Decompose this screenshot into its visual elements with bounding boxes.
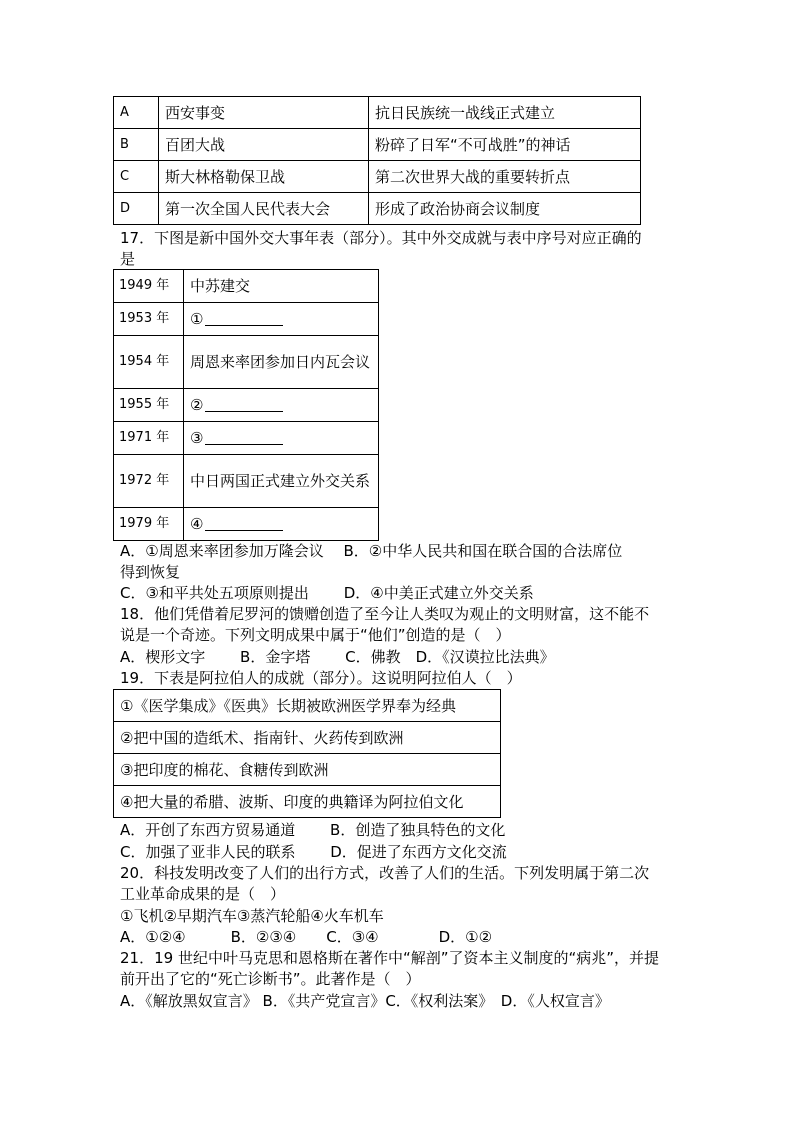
table-row bbox=[114, 690, 501, 722]
answer-blank bbox=[205, 395, 283, 412]
q19-stem: 19．下表是阿拉伯人的成就（部分）。这说明阿拉伯人（ ） bbox=[120, 669, 522, 687]
table-row bbox=[114, 508, 379, 541]
q17-stem-line2: 是 bbox=[120, 250, 136, 268]
achievement-cell: ④把大量的希腊、波斯、印度的典籍译为阿拉伯文化 bbox=[114, 786, 501, 818]
circled-number: ③ bbox=[190, 429, 204, 447]
q20-stem-line2: 工业革命成果的是（ ） bbox=[120, 885, 286, 903]
event-cell: 周恩来率团参加日内瓦会议 bbox=[184, 336, 379, 389]
q20-options: A．①②④ B．②③④ C．③④ D．①② bbox=[120, 928, 493, 946]
event-cell: 百团大战 bbox=[159, 129, 369, 161]
event-cell: 中日两国正式建立外交关系 bbox=[184, 455, 379, 508]
q19-options-line2: C．加强了亚非人民的联系 D．促进了东西方文化交流 bbox=[120, 843, 507, 861]
table-row bbox=[114, 161, 641, 193]
table-row bbox=[114, 786, 501, 818]
table-row bbox=[114, 722, 501, 754]
q17-stem-line1: 17．下图是新中国外交大事年表（部分）。其中外交成就与表中序号对应正确的 bbox=[120, 229, 642, 247]
option-letter: A bbox=[114, 97, 159, 129]
q19-options-line1: A．开创了东西方贸易通道 B．创造了独具特色的文化 bbox=[120, 821, 506, 839]
option-letter: D bbox=[114, 193, 159, 225]
table-row bbox=[114, 455, 379, 508]
answer-blank bbox=[205, 514, 283, 531]
significance-cell: 形成了政治协商会议制度 bbox=[369, 193, 641, 225]
q18-stem-line1: 18．他们凭借着尼罗河的馈赠创造了至今让人类叹为观止的文明财富，这不能不 bbox=[120, 605, 650, 623]
year-cell: 1953 年 bbox=[114, 303, 184, 336]
q17-options-line1: A．①周恩来率团参加万隆会议 B．②中华人民共和国在联合国的合法席位 bbox=[120, 542, 623, 560]
circled-number: ② bbox=[190, 396, 204, 414]
q20-items: ①飞机②早期汽车③蒸汽轮船④火车机车 bbox=[120, 907, 384, 925]
q18-stem-line2: 说是一个奇迹。下列文明成果中属于“他们”创造的是（ ） bbox=[120, 626, 511, 644]
answer-blank bbox=[205, 309, 283, 326]
q16-options-table bbox=[113, 96, 641, 225]
year-cell: 1954 年 bbox=[114, 336, 184, 389]
diplomacy-timeline-table bbox=[113, 269, 379, 541]
q21-stem-line1: 21．19 世纪中叶马克思和恩格斯在著作中“解剖”了资本主义制度的“病兆”，并提 bbox=[120, 949, 660, 967]
answer-blank bbox=[205, 428, 283, 445]
significance-cell: 第二次世界大战的重要转折点 bbox=[369, 161, 641, 193]
achievement-cell: ②把中国的造纸术、指南针、火药传到欧洲 bbox=[114, 722, 501, 754]
achievement-cell: ①《医学集成》《医典》长期被欧洲医学界奉为经典 bbox=[114, 690, 501, 722]
q21-stem-line2: 前开出了它的“死亡诊断书”。此著作是（ ） bbox=[120, 970, 421, 988]
event-cell: 斯大林格勒保卫战 bbox=[159, 161, 369, 193]
year-cell: 1979 年 bbox=[114, 508, 184, 541]
blank-cell bbox=[184, 508, 379, 541]
table-row bbox=[114, 336, 379, 389]
q17-options-line2: 得到恢复 bbox=[120, 563, 181, 581]
table-row bbox=[114, 193, 641, 225]
year-cell: 1955 年 bbox=[114, 389, 184, 422]
event-cell: 第一次全国人民代表大会 bbox=[159, 193, 369, 225]
q21-options: A．《解放黑奴宣言》 B．《共产党宣言》C．《权利法案》 D．《人权宣言》 bbox=[120, 992, 610, 1010]
circled-number: ① bbox=[190, 310, 204, 328]
option-letter: B bbox=[114, 129, 159, 161]
year-cell: 1949 年 bbox=[114, 270, 184, 303]
significance-cell: 粉碎了日军“不可战胜”的神话 bbox=[369, 129, 641, 161]
blank-cell bbox=[184, 422, 379, 455]
table-row bbox=[114, 389, 379, 422]
table-row bbox=[114, 129, 641, 161]
option-letter: C bbox=[114, 161, 159, 193]
table-row bbox=[114, 97, 641, 129]
q20-stem-line1: 20．科技发明改变了人们的出行方式，改善了人们的生活。下列发明属于第二次 bbox=[120, 864, 650, 882]
circled-number: ④ bbox=[190, 515, 204, 533]
q17-options-line3: C．③和平共处五项原则提出 D．④中美正式建立外交关系 bbox=[120, 584, 534, 602]
blank-cell bbox=[184, 303, 379, 336]
year-cell: 1971 年 bbox=[114, 422, 184, 455]
event-cell: 西安事变 bbox=[159, 97, 369, 129]
blank-cell bbox=[184, 389, 379, 422]
q18-options: A．楔形文字 B．金字塔 C．佛教 D．《汉谟拉比法典》 bbox=[120, 648, 555, 666]
significance-cell: 抗日民族统一战线正式建立 bbox=[369, 97, 641, 129]
table-row bbox=[114, 754, 501, 786]
table-row bbox=[114, 270, 379, 303]
arab-achievements-table bbox=[113, 689, 501, 818]
table-row bbox=[114, 422, 379, 455]
table-row bbox=[114, 303, 379, 336]
achievement-cell: ③把印度的棉花、食糖传到欧洲 bbox=[114, 754, 501, 786]
event-cell: 中苏建交 bbox=[184, 270, 379, 303]
year-cell: 1972 年 bbox=[114, 455, 184, 508]
